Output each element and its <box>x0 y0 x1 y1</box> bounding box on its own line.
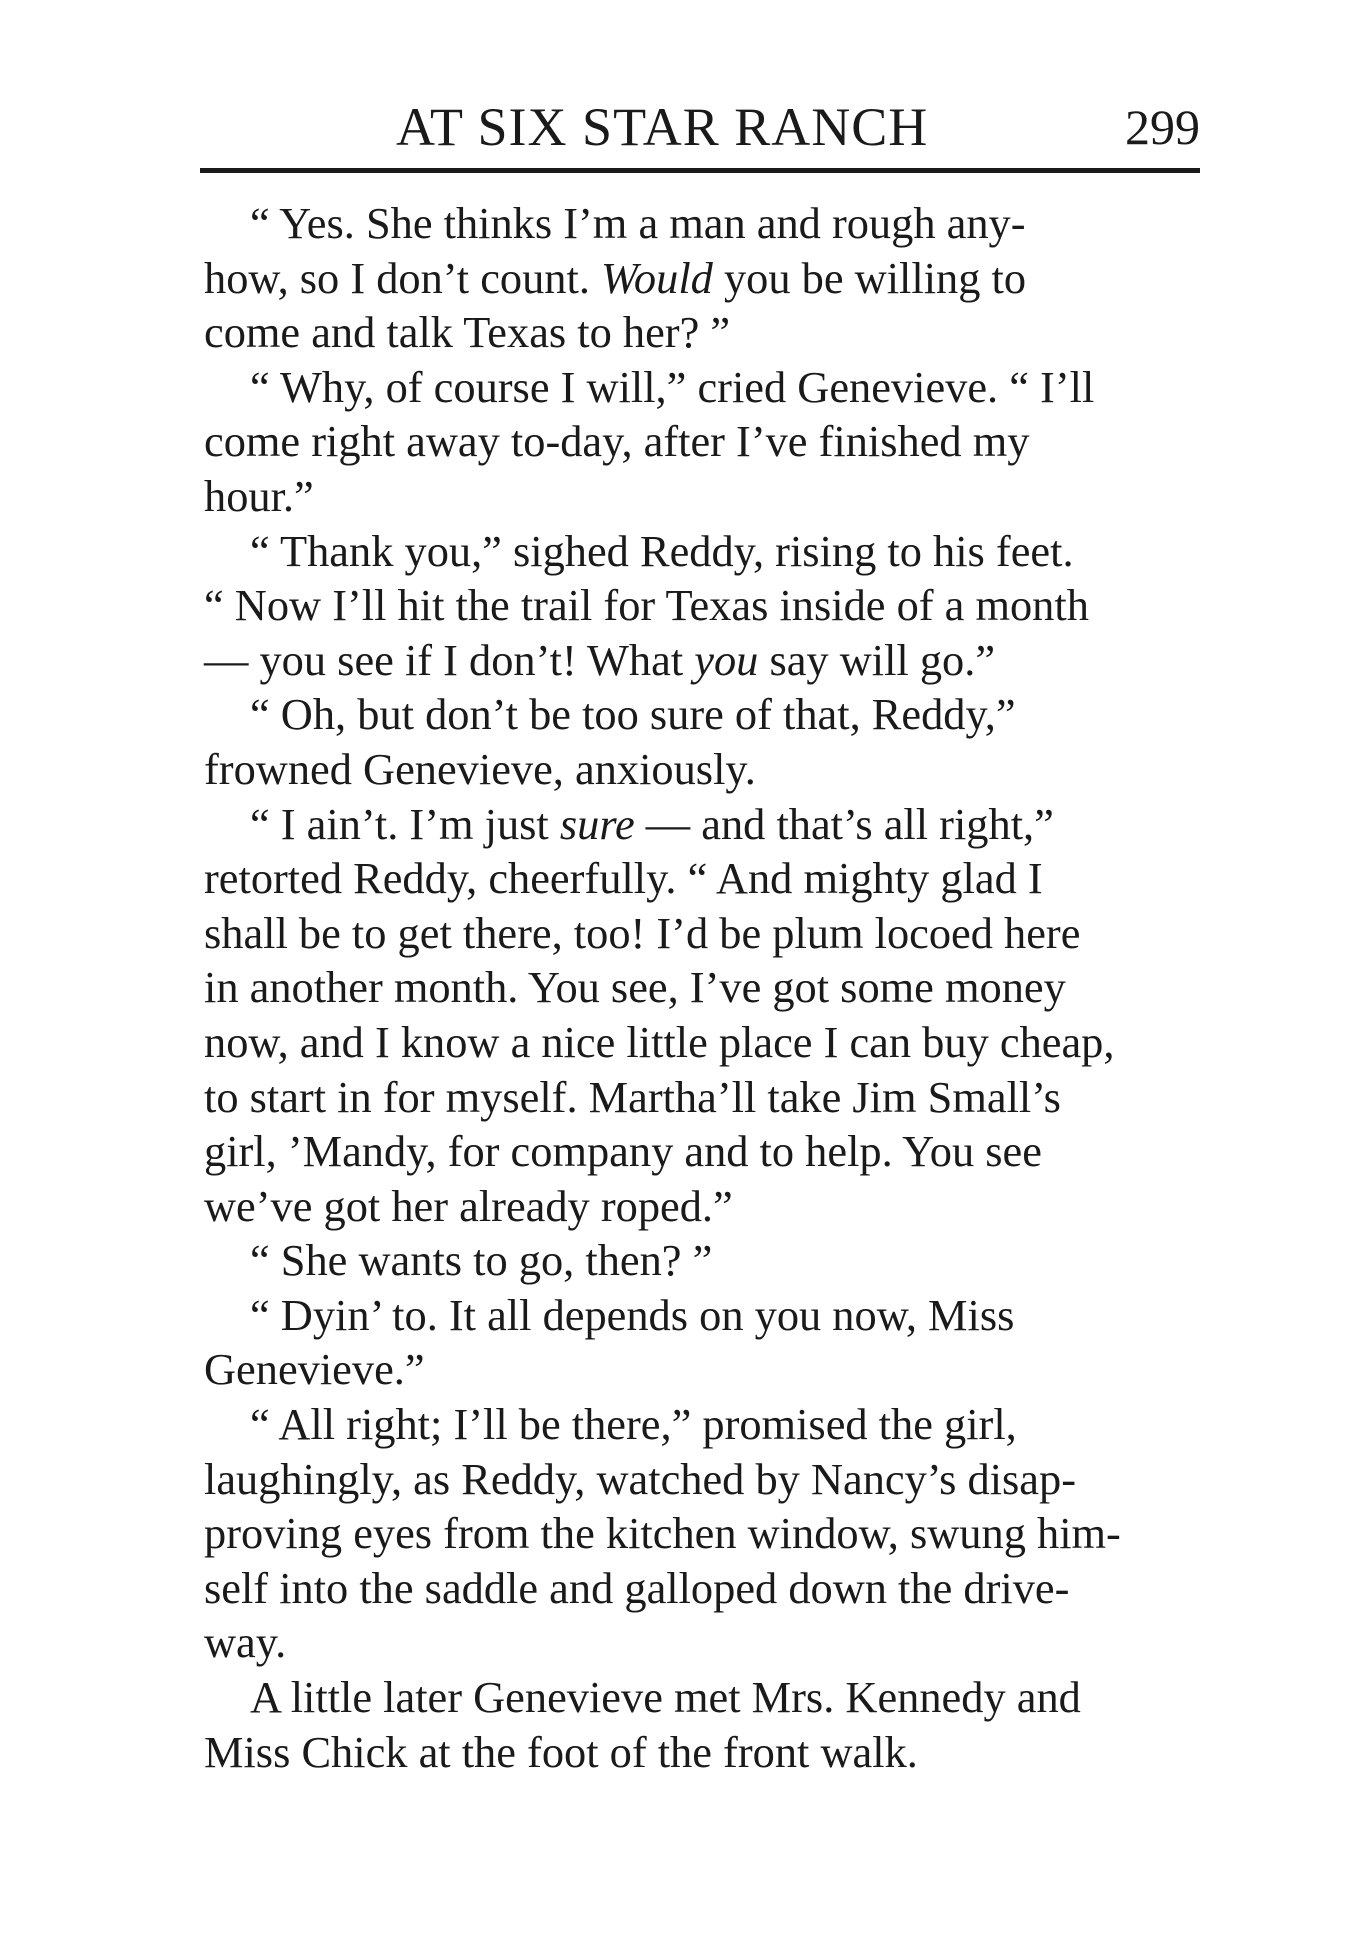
text-line: — you see if I don’t! What <box>204 634 695 685</box>
paragraph <box>204 687 1200 796</box>
text-line: “ I ain’t. I’m just <box>250 798 560 849</box>
text-line: to start in for myself. Martha’ll take Jim Small’s <box>204 1071 1061 1122</box>
text-line: — and that’s all right,” <box>634 798 1054 849</box>
text-line: “ Yes. She thinks I’m a man and rough any- <box>250 198 1026 248</box>
paragraph <box>204 196 1200 360</box>
emphasis-text: sure <box>559 798 635 849</box>
text-line: in another month. You see, I’ve got some money <box>204 962 1066 1013</box>
text-line: “ She wants to go, then? ” <box>250 1235 713 1286</box>
text-line: way. <box>204 1617 287 1668</box>
text-line: come and talk Texas to her? ” <box>204 307 731 358</box>
text-line: Miss Chick at the foot of the front walk. <box>204 1726 918 1777</box>
text-line: come right away to-day, after I’ve finished my <box>204 416 1030 467</box>
text-line: you be willing to <box>712 252 1027 303</box>
page-header <box>200 92 1200 162</box>
text-line: retorted Reddy, cheerfully. “ And mighty glad I <box>204 853 1043 904</box>
paragraph <box>204 797 1200 1234</box>
emphasis-text: Would <box>601 252 713 303</box>
header-rule <box>200 168 1200 173</box>
text-line: “ Thank you,” sighed Reddy, rising to his feet. <box>250 525 1074 576</box>
paragraph <box>204 1397 1200 1670</box>
text-line: we’ve got her already roped.” <box>204 1180 733 1231</box>
running-title: AT SIX STAR RANCH <box>396 97 929 157</box>
text-line: “ Why, of course I will,” cried Genevieve. “ I’ll <box>250 361 1095 412</box>
text-line: say will go.” <box>758 634 996 685</box>
paragraph <box>204 1233 1200 1288</box>
paragraph <box>204 1288 1200 1397</box>
text-line: frowned Genevieve, anxiously. <box>204 743 756 794</box>
text-line: now, and I know a nice little place I can buy cheap, <box>204 1016 1115 1067</box>
text-line: “ All right; I’ll be there,” promised the girl, <box>250 1399 1017 1450</box>
text-line: “ Now I’ll hit the trail for Texas inside of a month <box>204 580 1089 631</box>
paragraph <box>204 1670 1200 1779</box>
text-line: A little later Genevieve met Mrs. Kennedy and <box>250 1672 1081 1723</box>
text-line: proving eyes from the kitchen window, swung him- <box>204 1508 1121 1559</box>
text-line: self into the saddle and galloped down the drive- <box>204 1562 1070 1613</box>
text-line: how, so I don’t count. <box>204 252 602 303</box>
emphasis-text: you <box>694 634 759 685</box>
text-line: “ Oh, but don’t be too sure of that, Reddy,” <box>250 689 1016 740</box>
text-line: hour.” <box>204 470 314 521</box>
text-line: “ Dyin’ to. It all depends on you now, Miss <box>250 1289 1015 1340</box>
text-line: girl, ’Mandy, for company and to help. You see <box>204 1126 1042 1177</box>
paragraph <box>204 524 1200 688</box>
text-line: shall be to get there, too! I’d be plum locoed here <box>204 907 1081 958</box>
text-line: laughingly, as Reddy, watched by Nancy’s disap- <box>204 1453 1076 1504</box>
body-text <box>204 196 1200 1779</box>
page-number: 299 <box>1125 99 1200 155</box>
text-line: Genevieve.” <box>204 1344 425 1395</box>
paragraph <box>204 360 1200 524</box>
